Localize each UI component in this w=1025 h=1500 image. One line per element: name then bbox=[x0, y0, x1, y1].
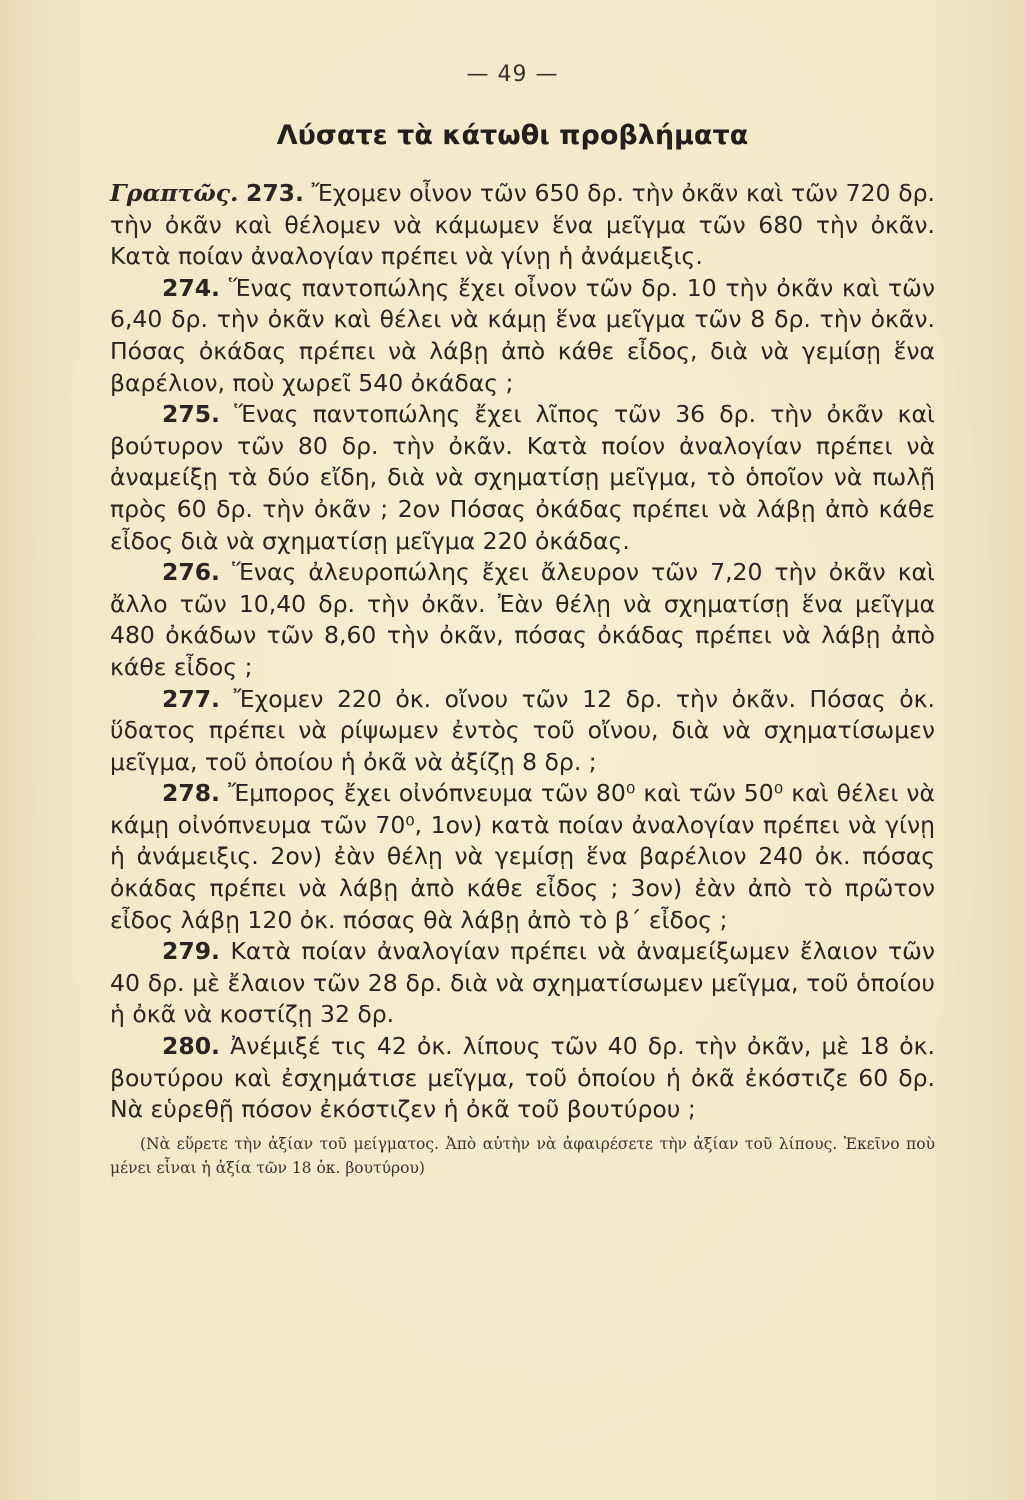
problem-text: Ἀνέμιξέ τις 42 ὀκ. λίπους τῶν 40 δρ. τὴν ὀκᾶν, μὲ 18 ὀκ. βουτύρου καὶ ἐσχημάτισε μεῖγμα, τοῦ ὁποίου ἡ ὀκᾶ ἐκόστιζε 60 δρ. Νὰ εὑρεθῇ πόσον ἐκόστιζεν ἡ ὀκᾶ τοῦ βουτύρου ; bbox=[110, 1032, 935, 1124]
problem-text: Ἕνας παντοπώλης ἔχει οἶνον τῶν δρ. 10 τὴν ὀκᾶν καὶ τῶν 6,40 δρ. τὴν ὀκᾶν καὶ θέλει νὰ κάμῃ ἕνα μεῖγμα τῶν 8 δρ. τὴν ὀκᾶν. Πόσας ὀκάδας πρέπει νὰ λάβῃ ἀπὸ κάθε εἶδος, διὰ νὰ γεμίσῃ ἕνα βαρέλιον, ποὺ χωρεῖ 540 ὀκάδας ; bbox=[110, 273, 935, 397]
problem-274 bbox=[110, 273, 935, 399]
problem-number: 275. bbox=[162, 400, 220, 429]
problem-277 bbox=[110, 684, 935, 779]
problem-text: Κατὰ ποίαν ἀναλογίαν πρέπει νὰ ἀναμείξωμεν ἔλαιον τῶν 40 δρ. μὲ ἔλαιον τῶν 28 δρ. διὰ νὰ σχηματίσωμεν μεῖγμα, τοῦ ὁποίου ἡ ὀκᾶ νὰ κοστίζῃ 32 δρ. bbox=[110, 937, 935, 1029]
problem-273 bbox=[110, 178, 935, 273]
page-heading: Λύσατε τὰ κάτωθι προβλήματα bbox=[276, 120, 749, 151]
problem-text: Ἕνας παντοπώλης ἔχει λῖπος τῶν 36 δρ. τὴν ὀκᾶν καὶ βούτυρον τῶν 80 δρ. τὴν ὀκᾶν. Κατὰ ποίον ἀναλογίαν πρέπει νὰ ἀναμείξῃ τὰ δύο εἴδη, διὰ νὰ σχηματίσῃ μεῖγμα, τὸ ὁποῖον νὰ πωλῇ πρὸς 60 δρ. τὴν ὀκᾶν ; 2ον Πόσας ὀκάδας πρέπει νὰ λάβῃ ἀπὸ κάθε εἶδος διὰ νὰ σχηματίσῃ μεῖγμα 220 ὀκάδας. bbox=[110, 400, 935, 555]
problem-279 bbox=[110, 936, 935, 1031]
problem-number: 273. bbox=[245, 179, 304, 207]
problem-number: 277. bbox=[162, 684, 220, 713]
problem-number: 279. bbox=[162, 937, 220, 966]
problem-text: Ἔμπορος ἔχει οἰνόπνευμα τῶν 80⁰ καὶ τῶν 50⁰ καὶ θέλει νὰ κάμῃ οἰνόπνευμα τῶν 70⁰, 1ον) κατὰ ποίαν ἀναλογίαν πρέπει νὰ γίνῃ ἡ ἀνάμειξις. 2ον) ἐὰν θέλῃ νὰ γεμίσῃ ἕνα βαρέλιον 240 ὀκ. πόσας ὀκάδας πρέπει νὰ λάβῃ ἀπὸ κάθε εἶδος ; 3ον) ἐὰν ἀπὸ τὸ πρῶτον εἶδος λάβῃ 120 ὀκ. πόσας θὰ λάβῃ ἀπὸ τὸ β΄ εἶδος ; bbox=[110, 779, 935, 934]
problem-number: 276. bbox=[162, 558, 220, 587]
page-number: — 49 — bbox=[466, 62, 559, 87]
problem-275 bbox=[110, 399, 935, 557]
problem-text: Ἕνας ἀλευροπώλης ἔχει ἄλευρον τῶν 7,20 τὴν ὀκᾶν καὶ ἄλλο τῶν 10,40 δρ. τὴν ὀκᾶν. Ἐὰν θέλῃ νὰ σχηματίσῃ ἕνα μεῖγμα 480 ὀκάδων τῶν 8,60 τὴν ὀκᾶν, πόσας ὀκάδας πρέπει νὰ λάβῃ ἀπὸ κάθε εἶδος ; bbox=[110, 558, 935, 681]
footnote-hint: (Νὰ εὕρετε τὴν ἀξίαν τοῦ μείγματος. Ἀπὸ αὐτὴν νὰ ἀφαιρέσετε τὴν ἀξίαν τοῦ λίπους. Ἐκεῖνο ποὺ μένει εἶναι ἡ ἀξία τῶν 18 ὀκ. βουτύρου) bbox=[110, 1134, 935, 1177]
problem-number: 278. bbox=[162, 779, 220, 808]
problem-278 bbox=[110, 778, 935, 936]
problem-text: Ἔχομεν οἶνον τῶν 650 δρ. τὴν ὀκᾶν καὶ τῶν 720 δρ. τὴν ὀκᾶν καὶ θέλομεν νὰ κάμωμεν ἕνα μεῖγμα τῶν 680 τὴν ὀκᾶν. Κατὰ ποίαν ἀναλογίαν πρέπει νὰ γίνῃ ἡ ἀνάμειξις. bbox=[110, 179, 935, 271]
problem-number: 280. bbox=[162, 1032, 220, 1061]
problem-intro: Γραπτῶς. bbox=[110, 179, 239, 207]
problem-text: Ἔχομεν 220 ὀκ. οἴνου τῶν 12 δρ. τὴν ὀκᾶν. Πόσας ὀκ. ὕδατος πρέπει νὰ ρίψωμεν ἐντὸς τοῦ οἴνου, διὰ νὰ σχηματίσωμεν μεῖγμα, τοῦ ὁποίου ἡ ὀκᾶ νὰ ἀξίζῃ 8 δρ. ; bbox=[110, 684, 935, 776]
problem-280 bbox=[110, 1031, 935, 1126]
problems-text bbox=[110, 178, 935, 1195]
problem-number: 274. bbox=[162, 273, 220, 302]
problem-276 bbox=[110, 557, 935, 683]
